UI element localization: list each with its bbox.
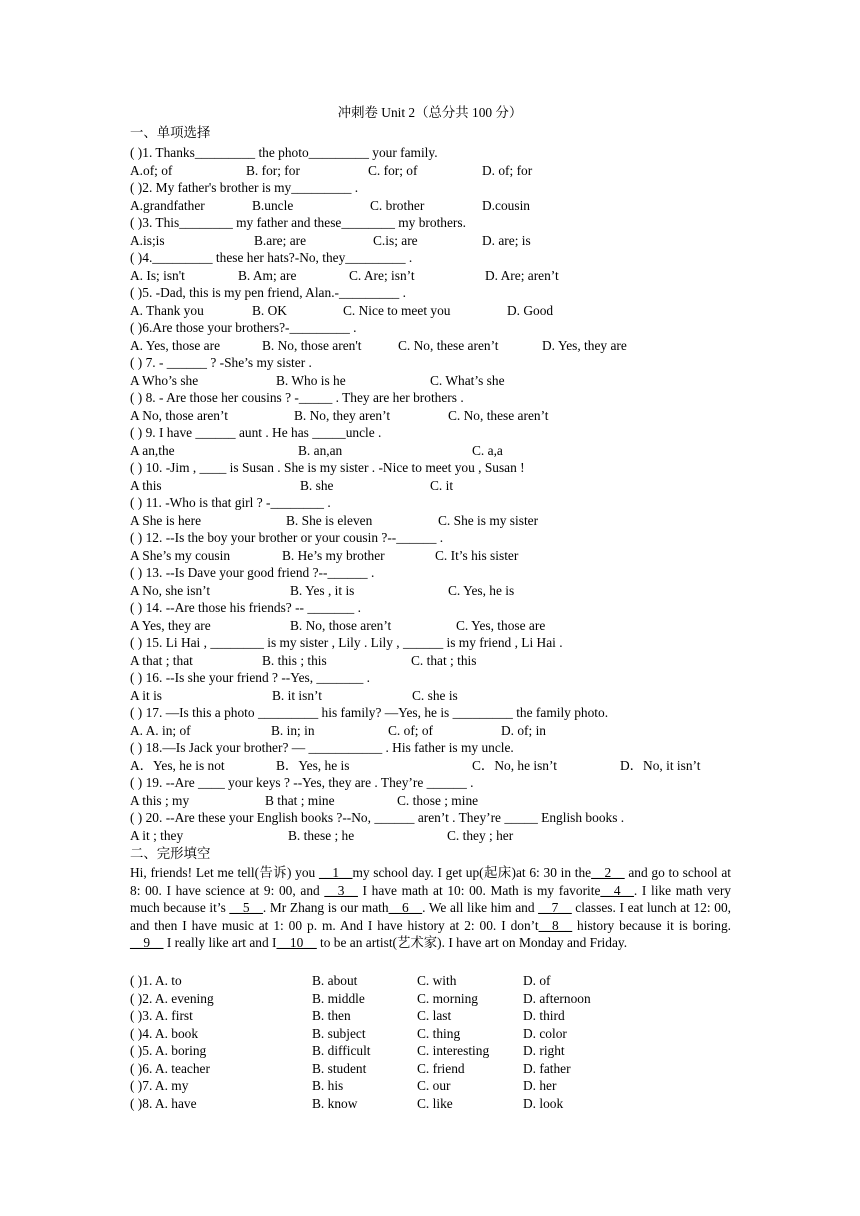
option-a: A No, those aren’t	[130, 407, 228, 423]
option-c: C. like	[417, 1095, 453, 1111]
option-d: D. color	[523, 1025, 567, 1041]
cloze-item	[130, 1042, 731, 1060]
option-b: B. No, those aren't	[262, 337, 362, 353]
passage-text: classes. I eat lunch at 12: 00, and then I have music at 1: 00 p. m. And I have history at 2: 00. I don’t	[130, 900, 731, 933]
question-options	[130, 442, 731, 460]
cloze-item-number-option-a: ( )3. A. first	[130, 1008, 193, 1023]
question-options	[130, 792, 731, 810]
option-d: D. of; for	[482, 162, 533, 178]
option-b: B. Am; are	[238, 267, 297, 283]
option-c: C. she is	[412, 687, 458, 703]
option-b: B. then	[312, 1008, 351, 1023]
question-options	[130, 827, 731, 845]
cloze-options-list	[130, 972, 731, 1112]
option-b: B. his	[312, 1078, 344, 1093]
option-c: C.is; are	[373, 232, 418, 248]
question-options	[130, 162, 731, 180]
option-a: A an,the	[130, 442, 175, 458]
option-d: D. Yes, they are	[542, 337, 627, 353]
question-stem: ( )2. My father's brother is my_________ .	[130, 180, 359, 195]
option-c: C. of; of	[388, 722, 434, 738]
option-a: A.of; of	[130, 162, 173, 178]
question-options	[130, 232, 731, 250]
cloze-blank: __7__	[538, 900, 572, 916]
option-d: D. of; in	[501, 722, 547, 738]
option-d: D. are; is	[482, 232, 531, 248]
question-options	[130, 582, 731, 600]
option-c: C. Yes, those are	[456, 617, 546, 633]
question-stem: ( )3. This________ my father and these________ my brothers.	[130, 215, 466, 230]
passage-text: . We all like him and	[422, 900, 539, 916]
question-options	[130, 372, 731, 390]
option-d: D. afternoon	[523, 990, 591, 1006]
question-stem: ( ) 15. Li Hai , ________ is my sister , Lily . Lily , ______ is my friend , Li Hai .	[130, 635, 563, 650]
option-b: B. No, they aren’t	[294, 407, 391, 423]
option-a: A She is here	[130, 512, 202, 528]
question-options	[130, 477, 731, 495]
option-c: C. friend	[417, 1060, 465, 1076]
option-c: C. No, these aren’t	[398, 337, 499, 353]
option-b: B that ; mine	[265, 792, 335, 808]
passage-text: and go to school at 8: 00. I have science at 9: 00, and	[130, 865, 731, 898]
cloze-item-number-option-a: ( )2. A. evening	[130, 990, 214, 1006]
option-c: C. our	[417, 1078, 451, 1093]
option-c: C. interesting	[417, 1043, 490, 1058]
question-options	[130, 407, 731, 425]
option-a: A. Yes, those are	[130, 337, 221, 353]
option-b: B. this ; this	[262, 652, 327, 668]
option-b: B. He’s my brother	[282, 547, 385, 563]
question-options	[130, 757, 731, 775]
cloze-blank: __6__	[388, 900, 423, 916]
option-b: B. No, those aren’t	[290, 617, 392, 633]
cloze-item-number-option-a: ( )7. A. my	[130, 1078, 189, 1093]
option-c: C. Nice to meet you	[343, 302, 451, 318]
passage-text: I have math at 10: 00. Math is my favorite	[357, 882, 601, 898]
cloze-item	[130, 1007, 731, 1025]
option-d: D．No, it isn’t	[620, 757, 701, 773]
page-title: 冲刺卷 Unit 2（总分共 100 分）	[337, 105, 523, 120]
option-a: A it is	[130, 687, 162, 703]
cloze-blank: __1__	[318, 865, 353, 880]
option-b: B. these ; he	[288, 827, 355, 843]
option-b: B. subject	[312, 1025, 366, 1041]
option-b: B. an,an	[298, 442, 343, 458]
question-stem: ( ) 13. --Is Dave your good friend ?--______ .	[130, 565, 375, 580]
question-stem: ( ) 11. -Who is that girl ? -________ .	[130, 495, 331, 510]
option-c: C. those ; mine	[397, 792, 479, 808]
option-b: B. for; for	[246, 162, 300, 178]
option-b: B．Yes, he is	[276, 757, 350, 773]
question-options	[130, 512, 731, 530]
passage-text: Hi, friends! Let me tell(告诉) you	[130, 865, 319, 880]
question-stem: ( ) 18.—Is Jack your brother? — ___________ . His father is my uncle.	[130, 740, 514, 755]
option-c: C. morning	[417, 990, 479, 1006]
cloze-item	[130, 1095, 731, 1113]
option-b: B. Who is he	[276, 372, 346, 388]
option-b: B. it isn’t	[272, 687, 322, 703]
cloze-item	[130, 1025, 731, 1043]
option-d: D. right	[523, 1043, 565, 1058]
cloze-item	[130, 972, 731, 990]
option-c: C. last	[417, 1008, 452, 1023]
option-b: B. about	[312, 973, 358, 988]
cloze-item-number-option-a: ( )8. A. have	[130, 1095, 197, 1111]
option-c: C. Are; isn’t	[349, 267, 415, 283]
cloze-blank: __4__	[600, 882, 634, 898]
option-a: A. A. in; of	[130, 722, 191, 738]
option-a: A this	[130, 477, 162, 493]
question-stem: ( ) 19. --Are ____ your keys ? --Yes, they are . They’re ______ .	[130, 775, 474, 790]
option-a: A Who’s she	[130, 372, 199, 388]
question-options	[130, 722, 731, 740]
question-stem: ( ) 14. --Are those his friends? -- _______ .	[130, 600, 361, 615]
option-b: B. in; in	[271, 722, 315, 738]
question-stem: ( )5. -Dad, this is my pen friend, Alan.-_________ .	[130, 285, 406, 300]
question-options	[130, 302, 731, 320]
cloze-item-number-option-a: ( )4. A. book	[130, 1025, 199, 1041]
passage-text: my school day. I get up(起床)at 6: 30 in the	[352, 865, 592, 880]
option-a: A this ; my	[130, 792, 190, 808]
option-c: C. She is my sister	[438, 512, 539, 528]
question-stem: ( )1. Thanks_________ the photo_________ your family.	[130, 145, 438, 160]
option-b: B. middle	[312, 990, 365, 1006]
option-c: C. No, these aren’t	[448, 407, 549, 423]
cloze-item	[130, 1077, 731, 1095]
option-b: B.are; are	[254, 232, 307, 248]
option-c: C．No, he isn’t	[472, 757, 557, 773]
option-c: C. thing	[417, 1025, 461, 1041]
option-b: B. OK	[252, 302, 287, 318]
option-c: C. What’s she	[430, 372, 505, 388]
question-list	[130, 144, 731, 844]
cloze-blank: __2__	[591, 865, 625, 880]
question-options	[130, 687, 731, 705]
option-c: C. it	[430, 477, 454, 493]
option-c: C. with	[417, 973, 457, 988]
section-heading-single-choice: 一、单项选择	[130, 125, 211, 140]
option-c: C. for; of	[368, 162, 418, 178]
cloze-passage	[130, 864, 731, 952]
passage-text: . Mr Zhang is our math	[262, 900, 389, 916]
option-c: C. Yes, he is	[448, 582, 515, 598]
question-stem: ( ) 12. --Is the boy your brother or your cousin ?--______ .	[130, 530, 444, 545]
cloze-blank: __5__	[229, 900, 263, 916]
option-a: A. Is; isn't	[130, 267, 185, 283]
option-b: B. know	[312, 1095, 358, 1111]
section-heading-cloze: 二、完形填空	[130, 846, 211, 861]
passage-text: to be an artist(艺术家). I have art on Monday and Friday.	[316, 935, 628, 951]
cloze-blank: __10__	[276, 935, 317, 951]
question-options	[130, 617, 731, 635]
question-stem: ( ) 20. --Are these your English books ?--No, ______ aren’t . They’re _____ English books .	[130, 810, 625, 825]
passage-text: I really like art and I	[163, 935, 277, 951]
option-d: D. Are; aren’t	[485, 267, 559, 283]
option-a: A.is;is	[130, 232, 165, 248]
cloze-item-number-option-a: ( )1. A. to	[130, 973, 182, 988]
cloze-item-number-option-a: ( )6. A. teacher	[130, 1060, 210, 1076]
option-b: B. she	[300, 477, 334, 493]
option-d: D. Good	[507, 302, 554, 318]
question-stem: ( ) 7. - ______ ? -She’s my sister .	[130, 355, 312, 370]
question-stem: ( ) 9. I have ______ aunt . He has _____uncle .	[130, 425, 382, 440]
question-stem: ( ) 8. - Are those her cousins ? -_____ . They are her brothers .	[130, 390, 464, 405]
question-options	[130, 652, 731, 670]
option-c: C. brother	[370, 197, 425, 213]
passage-text: history because it is boring.	[572, 917, 731, 933]
cloze-item	[130, 990, 731, 1008]
cloze-blank: __3__	[324, 882, 358, 898]
question-stem: ( ) 17. —Is this a photo _________ his family? —Yes, he is _________ the family photo.	[130, 705, 609, 720]
cloze-blank: __9__	[130, 935, 164, 951]
option-d: D.cousin	[482, 197, 530, 213]
option-d: D. father	[523, 1060, 571, 1076]
option-c: C. a,a	[472, 442, 503, 458]
question-options	[130, 547, 731, 565]
option-b: B. She is eleven	[286, 512, 373, 528]
option-b: B.uncle	[252, 197, 294, 213]
option-a: A.grandfather	[130, 197, 205, 213]
passage-text: . I like math very much because it’s	[130, 882, 731, 916]
option-a: A that ; that	[130, 652, 193, 668]
option-d: D. of	[523, 973, 551, 988]
question-stem: ( ) 16. --Is she your friend ? --Yes, _______ .	[130, 670, 370, 685]
option-b: B. student	[312, 1060, 367, 1076]
option-d: D. third	[523, 1008, 565, 1023]
question-stem: ( ) 10. -Jim , ____ is Susan . She is my sister . -Nice to meet you , Susan !	[130, 460, 525, 475]
option-a: A She’s my cousin	[130, 547, 231, 563]
option-b: B. Yes , it is	[290, 582, 355, 598]
option-c: C. they ; her	[447, 827, 514, 843]
question-options	[130, 197, 731, 215]
option-c: C. It’s his sister	[435, 547, 519, 563]
option-a: A it ; they	[130, 827, 184, 843]
question-options	[130, 267, 731, 285]
option-d: D. her	[523, 1078, 557, 1093]
cloze-blank: __8__	[538, 917, 573, 933]
option-b: B. difficult	[312, 1043, 371, 1058]
question-stem: ( )4._________ these her hats?-No, they_________ .	[130, 250, 413, 265]
cloze-item	[130, 1060, 731, 1078]
option-d: D. look	[523, 1095, 564, 1111]
option-a: A. Thank you	[130, 302, 204, 318]
option-a: A Yes, they are	[130, 617, 211, 633]
option-a: A No, she isn’t	[130, 582, 211, 598]
option-a: A．Yes, he is not	[130, 757, 225, 773]
cloze-item-number-option-a: ( )5. A. boring	[130, 1043, 207, 1058]
question-options	[130, 337, 731, 355]
question-stem: ( )6.Are those your brothers?-_________ .	[130, 320, 357, 335]
option-c: C. that ; this	[411, 652, 477, 668]
